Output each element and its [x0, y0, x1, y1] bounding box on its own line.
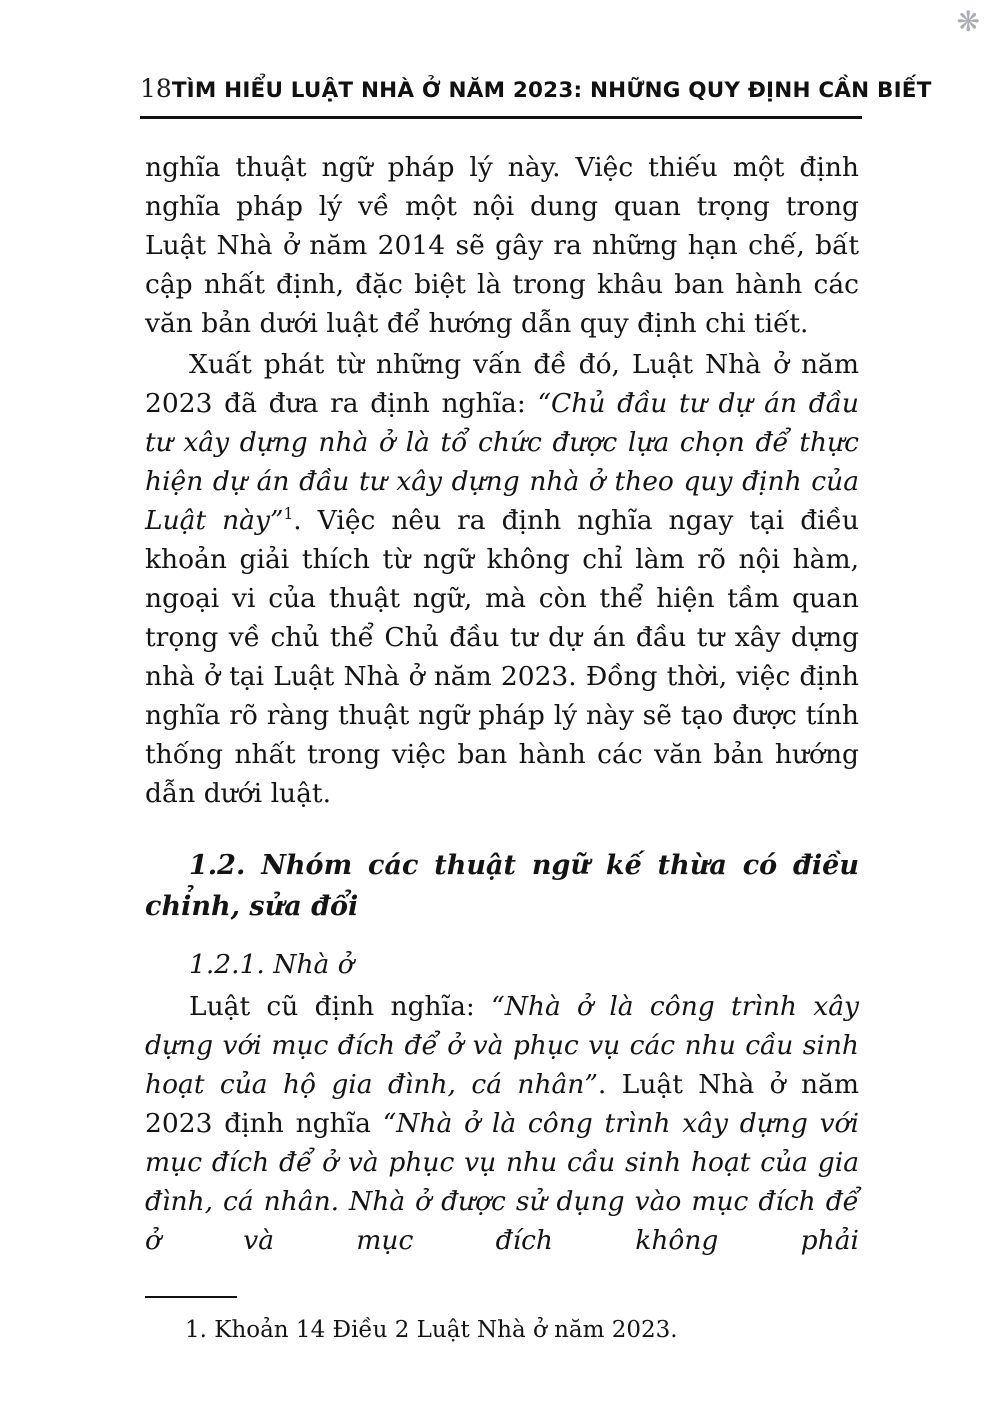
paragraph-definition-rest: . Việc nêu ra định nghĩa ngay tại điều khoản giải thích từ ngữ không chỉ làm rõ nội hàm, ngoại vi của thuật ngữ, mà còn thể hiện tầm quan trọng về chủ thể Chủ đầu tư dự án đầu tư xây dựng nhà ở tại Luật Nhà ở năm 2023. Đồng thời, việc định nghĩa rõ ràng thuật ngữ pháp lý này sẽ tạo được tính thống nhất trong việc ban hành các văn bản hướng dẫn dưới luật.: [145, 505, 859, 809]
flower-icon: ❋: [956, 5, 980, 38]
page-header: [140, 74, 932, 119]
paragraph-comparison: [145, 987, 859, 1260]
footnote-reference-marker: 1: [283, 505, 294, 524]
paragraph-comparison-mid: . Luật Nhà ở năm 2023 định nghĩa: [145, 1069, 859, 1139]
paragraph-definition: [145, 345, 859, 813]
main-text-block: [145, 148, 859, 1346]
section-heading: 1.2. Nhóm các thuật ngữ kế thừa có điều chỉnh, sửa đổi: [145, 850, 859, 922]
paragraph-comparison-lead: Luật cũ định nghĩa:: [189, 991, 492, 1022]
running-head-title: TÌM HIỂU LUẬT NHÀ Ở NĂM 2023: NHỮNG QUY ĐỊNH CẦN BIẾT: [171, 78, 932, 103]
quoted-old-law-definition: “Nhà ở là công trình xây dựng với mục đích để ở và phục vụ các nhu cầu sinh hoạt của hộ gia đình, cá nhân”: [145, 991, 859, 1100]
footnote-separator: [145, 1296, 237, 1298]
footnote-area: [145, 1296, 859, 1346]
quoted-new-law-definition: “Nhà ở là công trình xây dựng với mục đích để ở và phục vụ nhu cầu sinh hoạt của gia đình, cá nhân. Nhà ở được sử dụng vào mục đích để ở và mục đích không phải: [145, 1108, 859, 1256]
subsection-heading: 1.2.1. Nhà ở: [189, 949, 354, 980]
footnote-text: 1. Khoản 14 Điều 2 Luật Nhà ở năm 2023.: [185, 1317, 678, 1343]
paragraph-definition-lead: Xuất phát từ những vấn đề đó, Luật Nhà ở năm 2023 đã đưa ra định nghĩa:: [145, 349, 859, 419]
paragraph-intro: nghĩa thuật ngữ pháp lý này. Việc thiếu một định nghĩa pháp lý về một nội dung quan trọng trong Luật Nhà ở năm 2014 sẽ gây ra những hạn chế, bất cập nhất định, đặc biệt là trong khâu ban hành các văn bản dưới luật để hướng dẫn quy định chi tiết.: [145, 152, 859, 339]
quoted-legal-definition: “Chủ đầu tư dự án đầu tư xây dựng nhà ở là tổ chức được lựa chọn để thực hiện dự án đầu tư xây dựng nhà ở theo quy định của Luật này”: [145, 388, 859, 536]
page-number: 18: [140, 74, 172, 103]
